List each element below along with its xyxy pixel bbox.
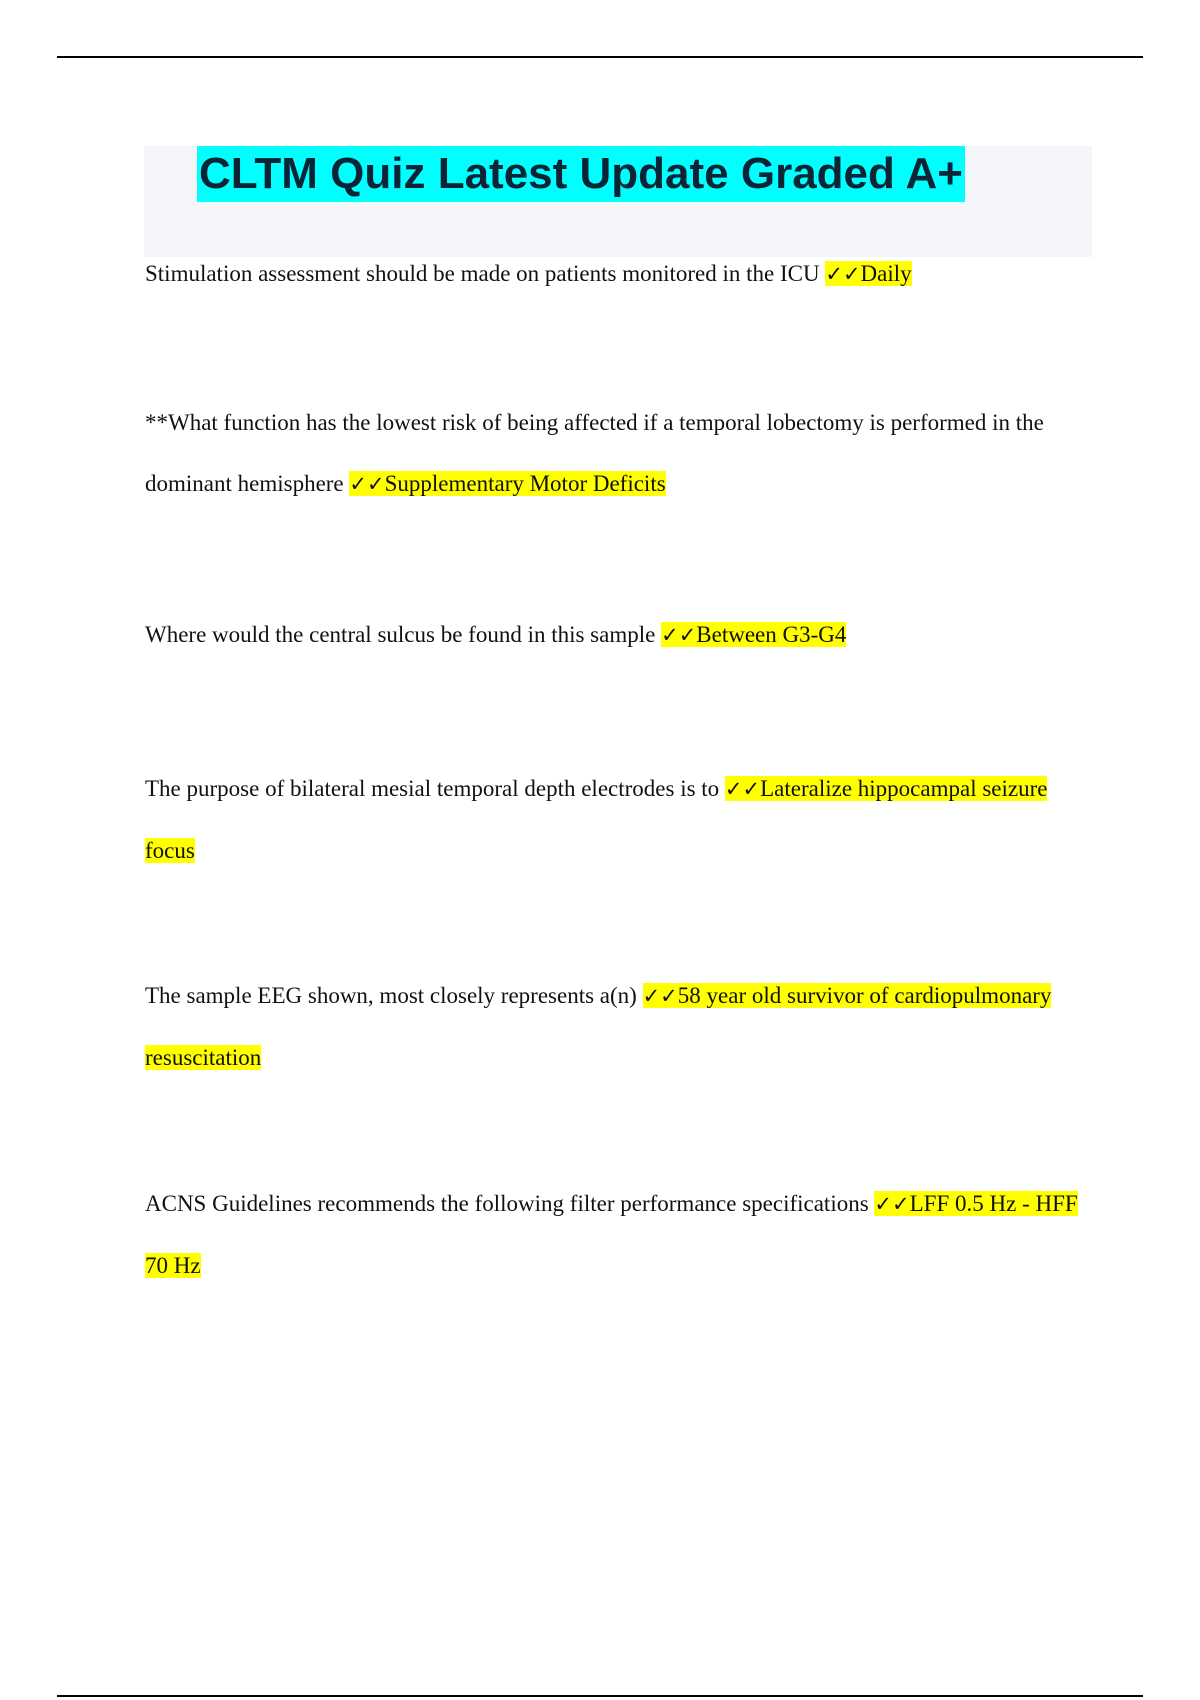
answer-text: Between G3-G4: [696, 622, 847, 647]
qa-item-3: [145, 604, 1095, 666]
answer-text: Daily: [860, 261, 912, 286]
qa-item-6: [145, 1173, 1095, 1296]
top-rule: [57, 56, 1143, 58]
answer-highlight: [661, 622, 846, 647]
question-text: Stimulation assessment should be made on patients monitored in the ICU: [145, 261, 820, 286]
question-text: ACNS Guidelines recommends the following filter performance specifications: [145, 1191, 869, 1216]
double-check-icon: ✓✓: [661, 623, 697, 647]
question-text: Where would the central sulcus be found in this sample: [145, 622, 656, 647]
document-title: CLTM Quiz Latest Update Graded A+: [197, 146, 965, 202]
answer-text: 58 year old survivor of cardiopulmonary resuscitation: [145, 983, 1052, 1070]
qa-item-4: [145, 758, 1095, 881]
question-text: The sample EEG shown, most closely represents a(n): [145, 983, 637, 1008]
double-check-icon: ✓✓: [724, 777, 761, 801]
double-check-icon: ✓✓: [825, 262, 861, 286]
answer-text: Supplementary Motor Deficits: [384, 471, 666, 496]
qa-item-1: [145, 243, 1095, 305]
question-text: **What function has the lowest risk of being affected if a temporal lobectomy is performed in the dominant hemisphere: [145, 410, 1044, 496]
double-check-icon: ✓✓: [874, 1192, 910, 1216]
double-check-icon: ✓✓: [642, 984, 678, 1008]
question-text: The purpose of bilateral mesial temporal depth electrodes is to: [145, 776, 720, 801]
answer-highlight: [349, 471, 665, 496]
answer-text: LFF 0.5 Hz - HFF 70 Hz: [145, 1191, 1078, 1278]
double-check-icon: ✓✓: [349, 472, 385, 496]
qa-item-2: [145, 392, 1095, 515]
qa-item-5: [145, 965, 1095, 1088]
answer-text: Lateralize hippocampal seizure focus: [145, 776, 1048, 863]
bottom-rule: [57, 1695, 1143, 1697]
answer-highlight: [825, 261, 911, 286]
